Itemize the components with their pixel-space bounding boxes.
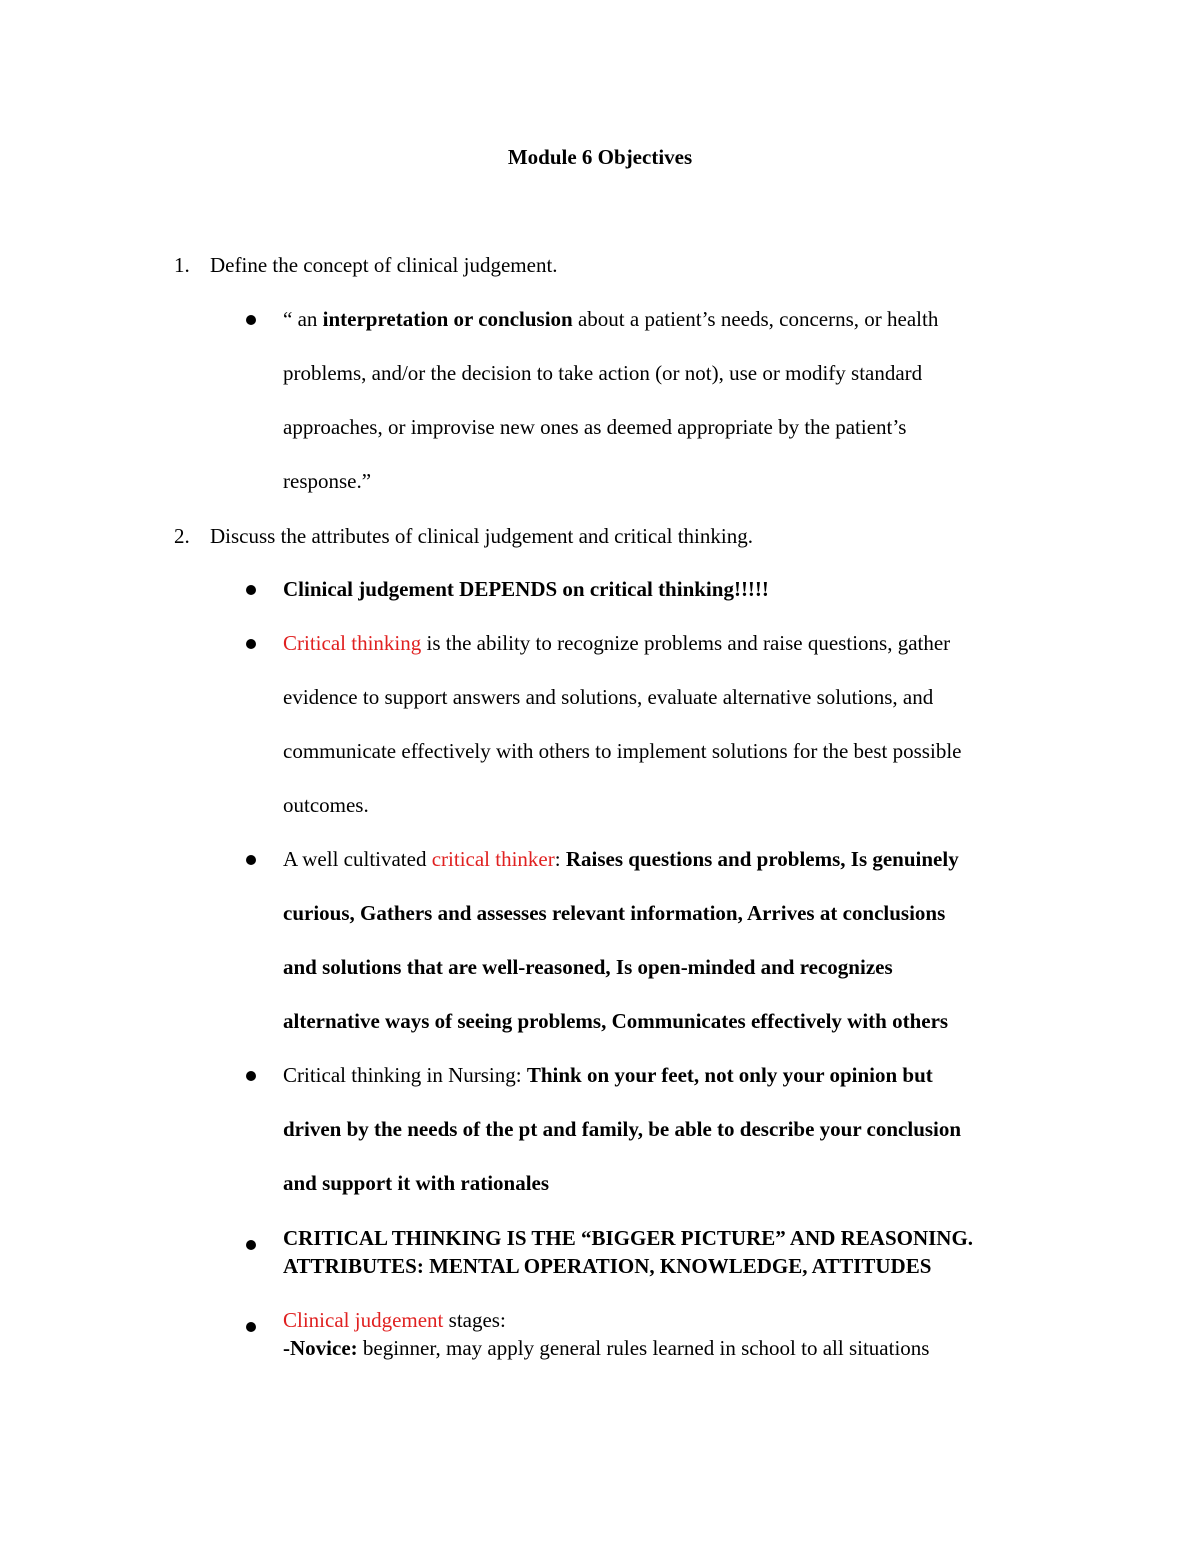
text-line: -Novice: beginner, may apply general rules learned in school to all situations — [283, 1336, 930, 1360]
text-line: Clinical judgement stages: — [283, 1308, 506, 1332]
bullet-icon — [246, 1322, 256, 1332]
objective-1 — [174, 251, 1074, 279]
text-line: “ an interpretation or conclusion about a patient’s needs, concerns, or health — [283, 307, 939, 331]
objective-1-text: Define the concept of clinical judgement. — [210, 253, 558, 277]
bullet-icon — [246, 585, 256, 595]
objective-2-bullet-4 — [283, 1048, 1073, 1210]
objective-1-bullet-1 — [283, 292, 1073, 508]
bullet-icon — [246, 639, 256, 649]
objective-2-number: 2. — [174, 524, 190, 548]
text-line: Clinical judgement DEPENDS on critical thinking!!!!! — [283, 577, 769, 601]
text-line: approaches, or improvise new ones as deemed appropriate by the patient’s — [283, 415, 907, 439]
red-term: Critical thinking — [283, 631, 422, 655]
text-line: response.” — [283, 469, 372, 493]
bold-term: interpretation or conclusion — [322, 307, 573, 331]
bullet-icon — [246, 1240, 256, 1250]
bullet-icon — [246, 1071, 256, 1081]
bullet-icon — [246, 855, 256, 865]
text-line: driven by the needs of the pt and family, be able to describe your conclusion — [283, 1117, 962, 1141]
objective-1-number: 1. — [174, 253, 190, 277]
text-line: and solutions that are well-reasoned, Is open-minded and recognizes — [283, 955, 893, 979]
red-term: critical thinker — [431, 847, 555, 871]
text-line: and support it with rationales — [283, 1171, 550, 1195]
objective-2-text: Discuss the attributes of clinical judgement and critical thinking. — [210, 524, 753, 548]
text-line: A well cultivated critical thinker: Raises questions and problems, Is genuinely — [283, 847, 959, 871]
objective-2 — [174, 522, 1074, 550]
text-line: evidence to support answers and solutions, evaluate alternative solutions, and — [283, 685, 934, 709]
text-line: alternative ways of seeing problems, Communicates effectively with others — [283, 1009, 949, 1033]
text-line: Critical thinking is the ability to recognize problems and raise questions, gather — [283, 631, 951, 655]
objective-2-bullet-1 — [283, 562, 1073, 616]
text-line: Critical thinking in Nursing: Think on your feet, not only your opinion but — [283, 1063, 933, 1087]
objective-2-bullet-2 — [283, 616, 1073, 832]
text-line: communicate effectively with others to implement solutions for the best possible — [283, 739, 962, 763]
page-title: Module 6 Objectives — [507, 145, 693, 169]
text-line: curious, Gathers and assesses relevant information, Arrives at conclusions — [283, 901, 946, 925]
text-line: CRITICAL THINKING IS THE “BIGGER PICTURE” AND REASONING. — [283, 1226, 974, 1250]
bullet-icon — [246, 315, 256, 325]
text-line: outcomes. — [283, 793, 369, 817]
objective-2-bullet-3 — [283, 832, 1073, 1048]
objective-2-bullet-5 — [283, 1224, 1073, 1280]
objective-2-bullet-6 — [283, 1306, 1073, 1362]
text-line: problems, and/or the decision to take action (or not), use or modify standard — [283, 361, 923, 385]
text-line: ATTRIBUTES: MENTAL OPERATION, KNOWLEDGE, ATTITUDES — [283, 1254, 932, 1278]
red-term: Clinical judgement — [283, 1308, 444, 1332]
